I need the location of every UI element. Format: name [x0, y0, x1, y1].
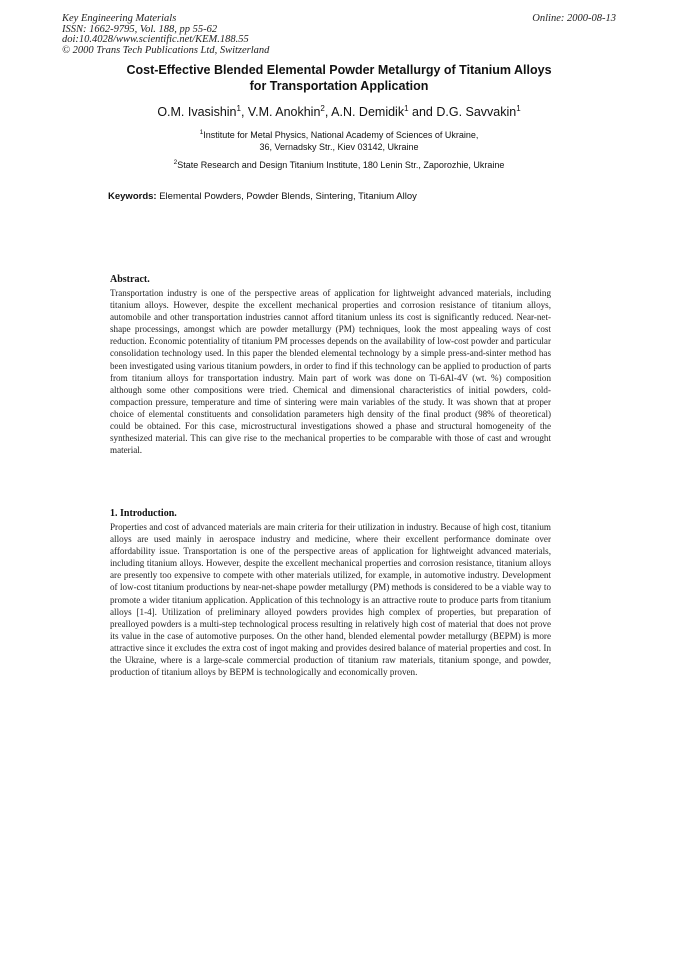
affiliation-mark: 1 — [236, 104, 241, 113]
author-name: O.M. Ivasishin — [157, 105, 237, 120]
keywords — [108, 191, 417, 202]
issn-line: ISSN: 1662-9795, Vol. 188, pp 55-62 — [62, 23, 218, 35]
abstract-heading: Abstract. — [110, 274, 150, 285]
affiliation-2 — [60, 157, 618, 171]
affiliation-text: State Research and Design Titanium Institute, 180 Lenin Str., Zaporozhie, Ukraine — [177, 160, 505, 170]
affiliation-mark: 2 — [173, 159, 178, 166]
online-date: Online: 2000-08-13 — [532, 13, 616, 24]
affiliation-address: 36, Vernadsky Str., Kiev 03142, Ukraine — [259, 142, 419, 152]
affiliation-text: Institute for Metal Physics, National Academy of Sciences of Ukraine, — [203, 130, 479, 140]
copyright-line: © 2000 Trans Tech Publications Ltd, Switzerland — [62, 44, 270, 56]
affiliation-mark: 2 — [320, 104, 325, 113]
affiliation-1 — [60, 127, 618, 153]
title-line-1: Cost-Effective Blended Elemental Powder Metallurgy of Titanium Alloys — [126, 63, 552, 77]
affiliation-mark: 1 — [199, 129, 204, 136]
author-name: V.M. Anokhin — [247, 105, 321, 120]
affiliation-mark: 1 — [404, 104, 409, 113]
author-separator: , — [324, 105, 332, 120]
abstract-text: Transportation industry is one of the perspective areas of application for lightweight advanced materials, including titanium alloys. However, despite the excellent mechanical properties and corrosion resistance of titanium alloys, automobile and other transportation industries cannot afford titanium unless its cost is significantly reduced. Near-net-shape processings, amongst which are powder metallurgy (PM) techniques, look the most appealing ways of cost reduction. Economic potentiality of titanium PM processes depends on the availability of low-cost powder and particular consolidation technology used. In this paper the blended elemental technology by a simple press-and-sinter method has been investigated using various titanium powders, in order to find if this technology can be applied to production of parts from titanium alloys for transportation industry. Main part of work was done on Ti-6Al-4V (wt. %) composition although some other compositions were tried. Chemical and dimensional characteristics of initial powders, cold-compaction pressure, temperature and time of sintering were main variables of the study. It was shown that at proper choice of elemental constituents and consolidation parameters high density of the final product (98% of theoretical) could be obtained. For this case, microstructural investigations showed a phase and structural homogeneity of the synthesized material. This can give rise to the mechanical properties to be comparable with those of cast and wrought material. — [110, 288, 551, 456]
affiliation-mark: 1 — [516, 104, 521, 113]
author-conjunction: and — [408, 105, 437, 120]
author-name: D.G. Savvakin — [436, 105, 517, 120]
keywords-list: Elemental Powders, Powder Blends, Sintering, Titanium Alloy — [159, 191, 417, 202]
introduction-text: Properties and cost of advanced materials are main criteria for their utilization in industry. Because of high cost, titanium alloys are used mainly in aerospace industry and medicine, where their excellent performance dominate over affordability issue. Transportation is one of the perspective areas of application for lightweight advanced materials, including titanium alloys. However, despite the excellent mechanical properties and corrosion resistance, titanium alloys are presently too expensive to compete with other materials utilized, for example, in automotive industry. Development of low-cost titanium productions by near-net-shape powder metallurgy (PM) methods is considered to be a viable way to promote a wider titanium application. Application of this technology is an attractive route to produce parts from titanium alloys [1-4]. Utilization of preliminary alloyed powders provides high complex of properties, but preparation of prealloyed powders is a multi-step technological process resulting in relatively high cost of material that does not prove its value in the case of automotive purposes. On the other hand, blended elemental powder metallurgy (BEPM) is more attractive since it excludes the extra cost of ingot making and provides desired balance of material properties and cost. In the Ukraine, where is a large-scale commercial production of titanium raw materials, titanium sponge, and powder, production of titanium alloys by BEPM is technologically and economically proven. — [110, 522, 551, 678]
paper-title — [60, 62, 618, 94]
doi-link[interactable]: doi:10.4028/www.scientific.net/KEM.188.55 — [62, 34, 249, 45]
introduction-heading: 1. Introduction. — [110, 508, 177, 519]
author-name: A.N. Demidik — [331, 105, 405, 120]
keywords-label: Keywords: — [108, 191, 157, 202]
author-separator: , — [240, 105, 248, 120]
journal-name: Key Engineering Materials — [62, 13, 177, 24]
author-list — [60, 104, 618, 119]
title-line-2: for Transportation Application — [249, 79, 429, 93]
journal-header — [62, 14, 269, 56]
